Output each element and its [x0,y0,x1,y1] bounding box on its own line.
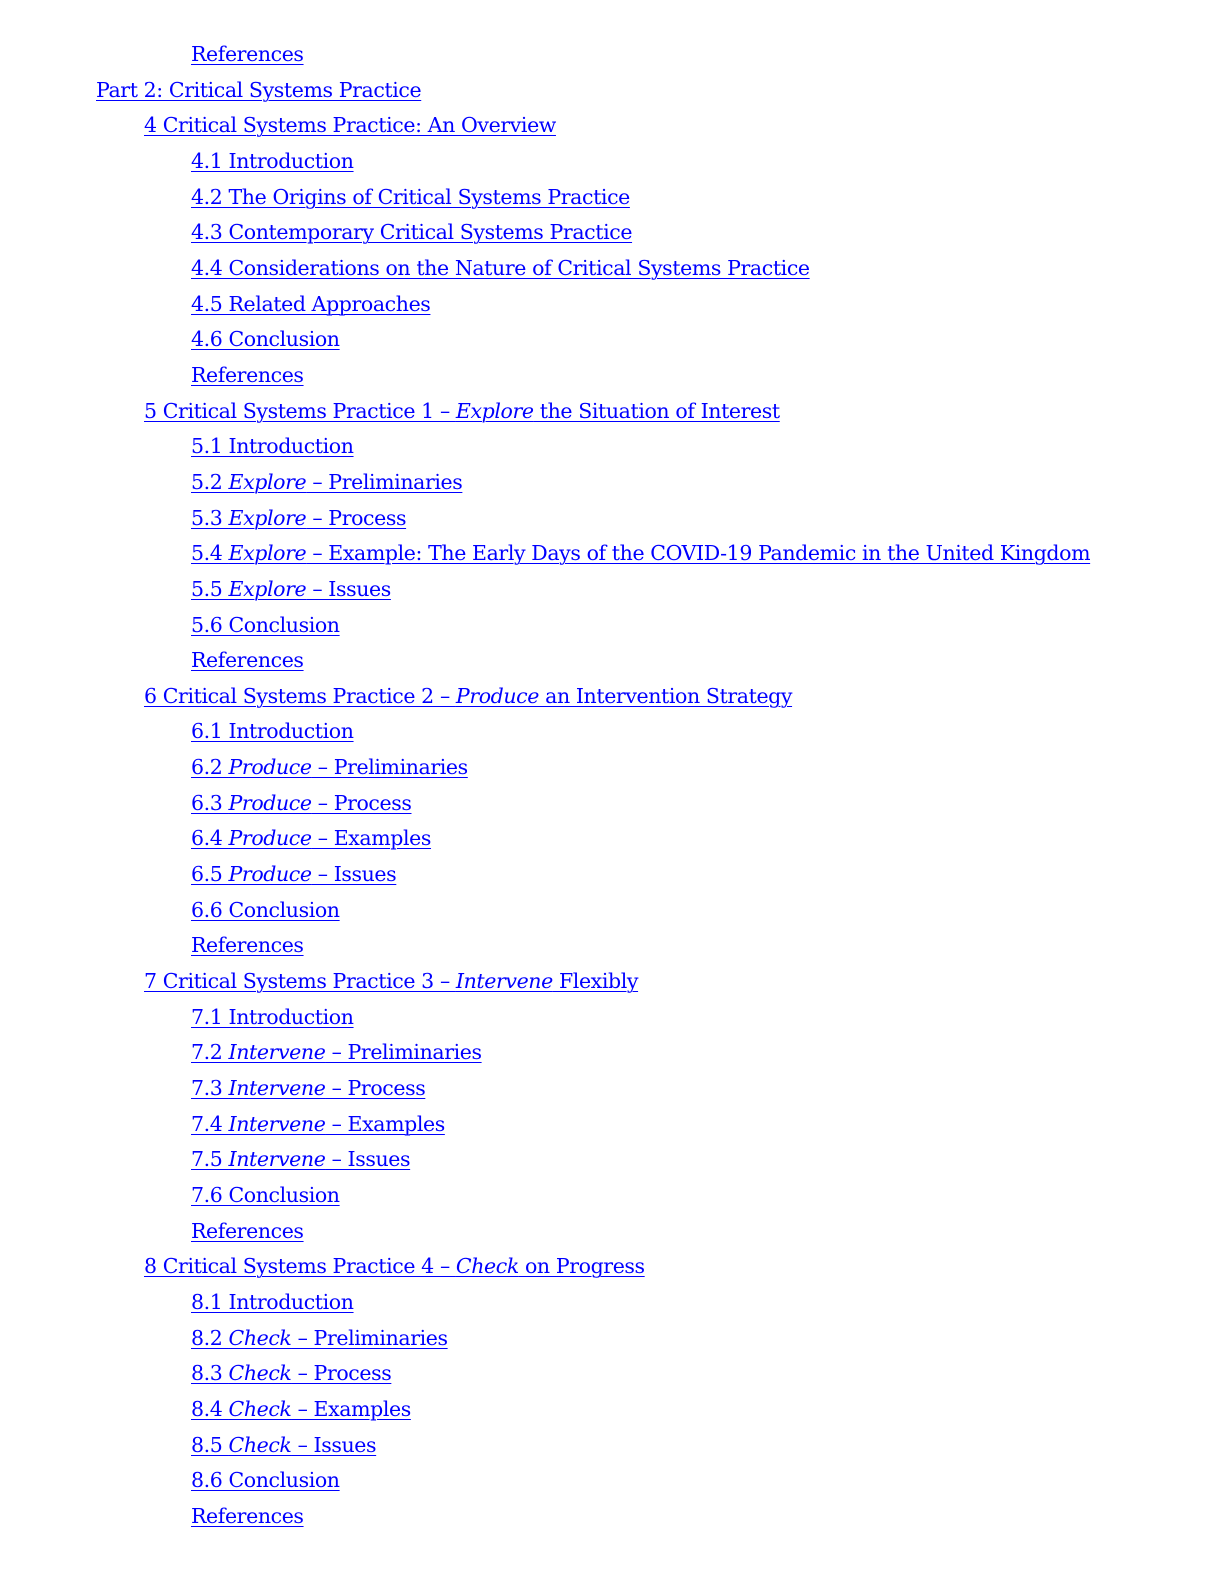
toc-section-link[interactable] [0,1285,1224,1321]
toc-section-link[interactable] [0,1356,1224,1392]
toc-text: Part 2: Critical Systems Practice [96,77,422,102]
toc-text: Flexibly [552,969,639,994]
toc-text: References [191,42,304,66]
toc-text: 7.2 [191,1040,229,1065]
toc-text: 6.2 [191,755,229,780]
toc-text: References [191,933,304,958]
toc-italic-term: Produce [228,755,312,780]
toc-text: – Issues [306,576,391,601]
toc-text: – Examples [291,1396,411,1421]
toc-section-link[interactable] [0,1463,1224,1499]
toc-italic-term: Produce [228,790,312,815]
toc-section-link[interactable] [0,857,1224,893]
toc-section-link[interactable] [0,572,1224,608]
toc-text: 5.6 Conclusion [191,612,340,637]
toc-text: – Preliminaries [311,755,468,780]
toc-text: 8.4 [191,1396,229,1421]
toc-italic-term: Produce [228,826,312,851]
toc-italic-term: Explore [228,541,307,566]
toc-text: 4.6 Conclusion [191,327,340,352]
toc-text: 5 Critical Systems Practice 1 – [144,398,456,423]
toc-text: an Intervention Strategy [539,683,793,708]
toc-section-link[interactable] [0,928,1224,964]
toc-text: – Issues [325,1147,411,1172]
toc-text: 8.5 [191,1432,229,1457]
toc-text: 7.4 [191,1111,229,1136]
toc-section-link[interactable] [0,1107,1224,1143]
toc-text: – Examples [311,826,432,851]
toc-text: 7 Critical Systems Practice 3 – [144,969,456,994]
toc-italic-term: Intervene [228,1040,326,1065]
toc-text: – Examples [325,1111,445,1136]
toc-section-link[interactable] [0,1428,1224,1464]
toc-text: – Issues [291,1432,377,1457]
toc-section-link[interactable] [0,358,1224,394]
toc-text: on Progress [518,1254,645,1279]
toc-section-link[interactable] [0,1499,1224,1535]
toc-text: 4.4 Considerations on the Nature of Critical Systems Practice [191,255,810,280]
toc-section-link[interactable] [0,643,1224,679]
toc-text: 5.2 [191,469,229,494]
toc-text: – Process [311,790,412,815]
toc-italic-term: Explore [455,398,534,423]
toc-text: – Issues [311,862,397,887]
toc-text: 4.2 The Origins of Critical Systems Practice [191,184,630,209]
toc-section-link[interactable] [0,536,1224,572]
toc-section-link[interactable] [0,1392,1224,1428]
toc-text: References [191,362,304,387]
toc-section-link[interactable] [0,1071,1224,1107]
toc-chapter-link[interactable] [0,108,1224,144]
toc-text: 5.1 Introduction [191,434,354,459]
toc-text: 6.6 Conclusion [191,897,340,922]
toc-section-link[interactable] [0,821,1224,857]
toc-part-link[interactable] [0,73,1224,109]
toc-text: 8.1 Introduction [191,1289,354,1314]
table-of-contents [0,37,1224,1535]
toc-italic-term: Produce [228,862,312,887]
toc-text: 7.6 Conclusion [191,1183,340,1207]
toc-text: – Process [306,505,407,530]
toc-text: References [191,1218,304,1243]
toc-text: 5.5 [191,576,229,601]
toc-text: 5.3 [191,505,229,530]
toc-section-link[interactable] [0,893,1224,929]
toc-text: 8.2 [191,1325,229,1350]
toc-text: 4.3 Contemporary Critical Systems Practice [191,220,633,245]
toc-text: 4.5 Related Approaches [191,291,431,316]
toc-section-link[interactable] [0,37,1224,73]
toc-section-link[interactable] [0,215,1224,251]
toc-section-link[interactable] [0,786,1224,822]
toc-text: 6 Critical Systems Practice 2 – [144,683,456,708]
toc-section-link[interactable] [0,287,1224,323]
toc-section-link[interactable] [0,501,1224,537]
toc-italic-term: Check [455,1254,519,1279]
toc-italic-term: Produce [455,683,539,708]
toc-text: – Example: The Early Days of the COVID-19 Pandemic in the United Kingdom [306,541,1091,566]
toc-section-link[interactable] [0,144,1224,180]
toc-text: 4.1 Introduction [191,148,354,173]
toc-chapter-link[interactable] [0,679,1224,715]
toc-text: 6.3 [191,790,229,815]
toc-section-link[interactable] [0,714,1224,750]
toc-section-link[interactable] [0,1321,1224,1357]
toc-text: – Preliminaries [325,1040,482,1065]
toc-text: 8.3 [191,1361,229,1386]
toc-section-link[interactable] [0,322,1224,358]
toc-italic-term: Check [228,1432,292,1457]
toc-italic-term: Explore [228,576,307,601]
toc-chapter-link[interactable] [0,394,1224,430]
toc-text: the Situation of Interest [533,398,780,423]
toc-text: – Preliminaries [291,1325,448,1350]
toc-section-link[interactable] [0,1000,1224,1036]
toc-italic-term: Intervene [228,1147,326,1172]
toc-text: – Process [291,1361,392,1386]
toc-text: References [191,1503,304,1528]
toc-text: – Preliminaries [306,469,463,494]
toc-italic-term: Check [228,1361,292,1386]
toc-chapter-link[interactable] [0,964,1224,1000]
toc-italic-term: Explore [228,505,307,530]
toc-section-link[interactable] [0,1035,1224,1071]
toc-section-link[interactable] [0,1214,1224,1250]
toc-text: 5.4 [191,541,229,566]
toc-text: – Process [325,1076,426,1101]
toc-section-link[interactable] [0,750,1224,786]
toc-text: 7.3 [191,1076,229,1101]
toc-italic-term: Intervene [228,1111,326,1136]
toc-section-link[interactable] [0,608,1224,644]
toc-italic-term: Intervene [228,1076,326,1101]
toc-section-link[interactable] [0,1142,1224,1178]
toc-section-link[interactable] [0,251,1224,287]
toc-text: 6.4 [191,826,229,851]
toc-text: 6.1 Introduction [191,719,354,744]
toc-italic-term: Explore [228,469,307,494]
toc-section-link[interactable] [0,465,1224,501]
toc-text: 4 Critical Systems Practice: An Overview [144,113,556,138]
toc-italic-term: Check [228,1325,292,1350]
toc-text: 6.5 [191,862,229,887]
toc-text: 7.5 [191,1147,229,1172]
toc-text: 8.6 Conclusion [191,1468,340,1493]
toc-chapter-link[interactable] [0,1249,1224,1285]
toc-section-link[interactable] [0,1178,1224,1214]
toc-italic-term: Check [228,1396,292,1421]
toc-text: 8 Critical Systems Practice 4 – [144,1254,456,1279]
toc-italic-term: Intervene [455,969,553,994]
toc-text: 7.1 Introduction [191,1004,354,1029]
toc-section-link[interactable] [0,180,1224,216]
toc-text: References [191,648,304,673]
toc-section-link[interactable] [0,429,1224,465]
